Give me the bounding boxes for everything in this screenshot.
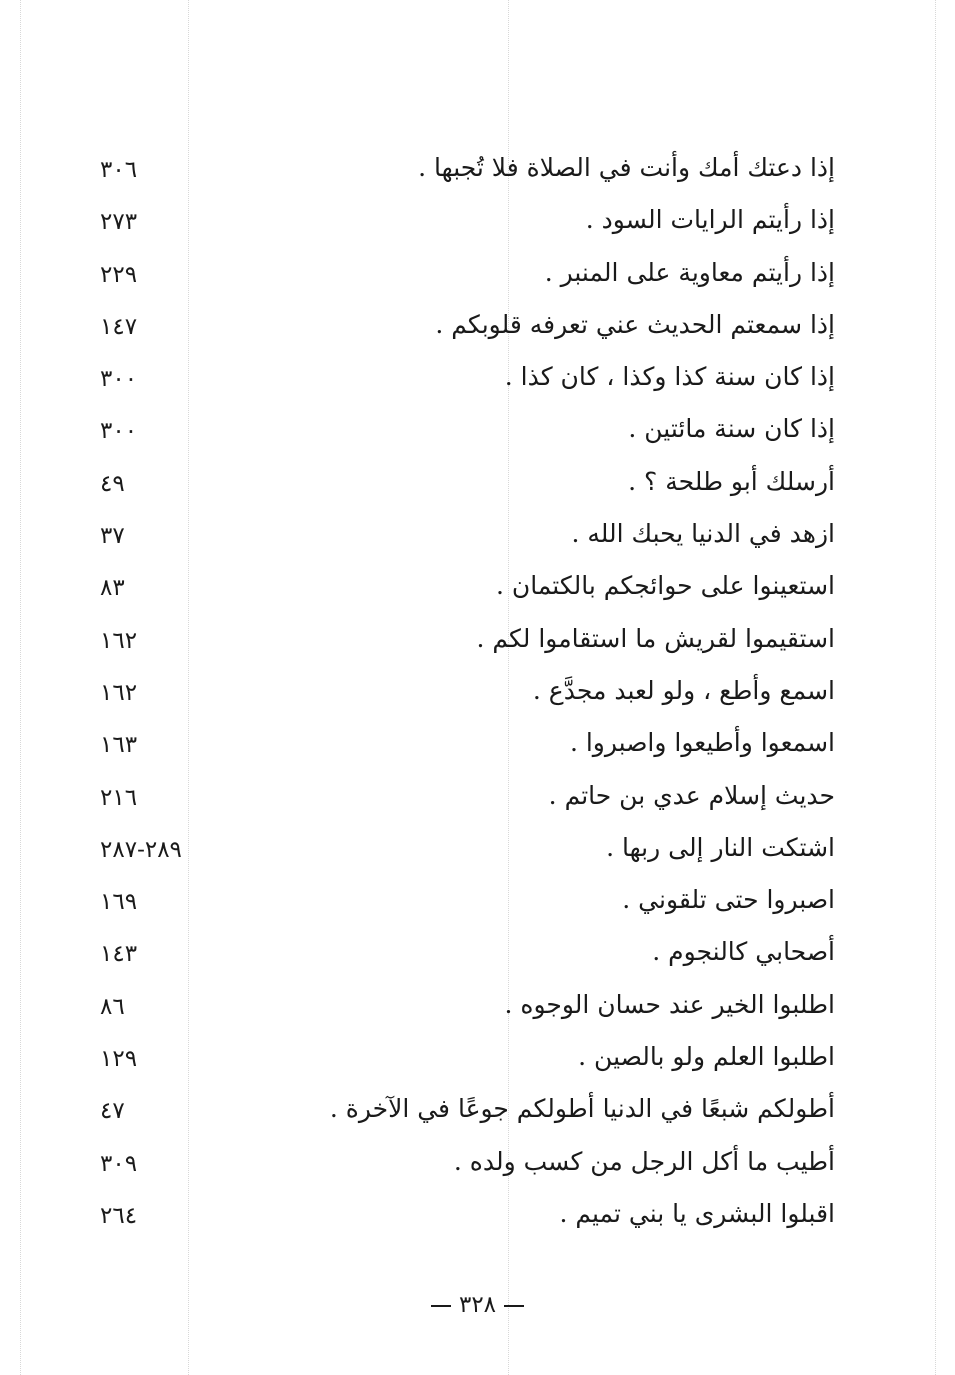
entry-text: استعينوا على حوائجكم بالكتمان . — [495, 571, 835, 601]
entry-page-number: ٣٠٠ — [100, 418, 138, 445]
entry-text: استقيموا لقريش ما استقاموا لكم . — [476, 623, 835, 653]
index-entry — [100, 354, 835, 406]
hadith-index-list — [100, 145, 835, 1243]
entry-page-number: ١٤٧ — [100, 313, 138, 340]
entry-page-number: ٤٩ — [100, 470, 125, 497]
entry-text: اشتكت النار إلى ربها . — [606, 832, 835, 862]
entry-page-number: ١٦٩ — [100, 889, 138, 916]
entry-text: اسمع وأطع ، ولو لعبد مجدَّع . — [532, 675, 835, 705]
index-entry — [100, 302, 835, 354]
entry-text: إذا رأيتم معاوية على المنبر . — [544, 257, 835, 287]
entry-page-number: ١٢٩ — [100, 1046, 138, 1073]
entry-page-number: ٢٧٣ — [100, 209, 138, 236]
index-entry — [100, 511, 835, 563]
index-entry — [100, 250, 835, 302]
scan-guide-line — [20, 0, 21, 1375]
index-entry — [100, 616, 835, 668]
entry-page-number: ٢١٦ — [100, 784, 138, 811]
entry-page-number: ٨٦ — [100, 993, 125, 1020]
index-entry — [100, 773, 835, 825]
entry-text: إذا كان سنة مائتين . — [628, 414, 835, 444]
entry-text: أطولكم شبعًا في الدنيا أطولكم جوعًا في الآخرة . — [329, 1094, 835, 1124]
index-entry — [100, 877, 835, 929]
index-entry — [100, 145, 835, 197]
entry-text: إذا رأيتم الرايات السود . — [585, 205, 835, 235]
entry-page-number: ٣٠٩ — [100, 1150, 138, 1177]
entry-text: ازهد في الدنيا يحبك الله . — [571, 519, 835, 549]
index-entry — [100, 720, 835, 772]
entry-text: اقبلوا البشرى يا بني تميم . — [559, 1198, 835, 1228]
entry-text: اصبروا حتى تلقوني . — [622, 885, 835, 915]
entry-page-number: ٢٦٤ — [100, 1202, 138, 1229]
entry-text: إذا دعتك أمك وأنت في الصلاة فلا تُجبها . — [418, 153, 835, 182]
page-number: ٣٢٨ — [458, 1292, 497, 1318]
page-footer — [0, 1290, 955, 1320]
entry-text: اسمعوا وأطيعوا واصبروا . — [569, 728, 835, 758]
index-entry — [100, 1086, 835, 1138]
entry-page-number: ١٦٢ — [100, 627, 138, 654]
index-entry — [100, 459, 835, 511]
index-entry — [100, 1191, 835, 1243]
entry-page-number: ٢٢٩ — [100, 261, 138, 288]
entry-text: أصحابي كالنجوم . — [652, 937, 835, 967]
entry-page-number: ١٤٣ — [100, 941, 138, 968]
index-entry — [100, 668, 835, 720]
entry-text: أطيب ما أكل الرجل من كسب ولده . — [453, 1146, 835, 1176]
index-entry — [100, 825, 835, 877]
index-entry — [100, 197, 835, 249]
entry-text: إذا سمعتم الحديث عني تعرفه قلوبكم . — [435, 309, 835, 339]
entry-text: اطلبوا الخير عند حسان الوجوه . — [504, 989, 835, 1019]
entry-text: اطلبوا العلم ولو بالصين . — [578, 1042, 835, 1072]
entry-page-number: ٨٣ — [100, 575, 125, 602]
entry-page-number: ٣٠٠ — [100, 366, 138, 393]
footer-dash-right — [504, 1305, 524, 1307]
index-entry — [100, 563, 835, 615]
index-entry — [100, 929, 835, 981]
scan-guide-line — [935, 0, 936, 1375]
entry-text: إذا كان سنة كذا وكذا ، كان كذا . — [504, 362, 835, 392]
index-entry — [100, 406, 835, 458]
entry-page-number: ١٦٢ — [100, 679, 138, 706]
index-entry — [100, 982, 835, 1034]
index-entry — [100, 1139, 835, 1191]
entry-page-number: ٣٧ — [100, 523, 125, 550]
footer-dash-left — [431, 1305, 451, 1307]
entry-text: أرسلك أبو طلحة ؟ . — [628, 466, 835, 496]
entry-text: حديث إسلام عدي بن حاتم . — [548, 780, 835, 810]
index-entry — [100, 1034, 835, 1086]
entry-page-number: ٣٠٦ — [100, 157, 138, 183]
entry-page-number: ٢٨٩-٢٨٧ — [100, 836, 182, 863]
entry-page-number: ٤٧ — [100, 1098, 125, 1125]
entry-page-number: ١٦٣ — [100, 732, 138, 759]
